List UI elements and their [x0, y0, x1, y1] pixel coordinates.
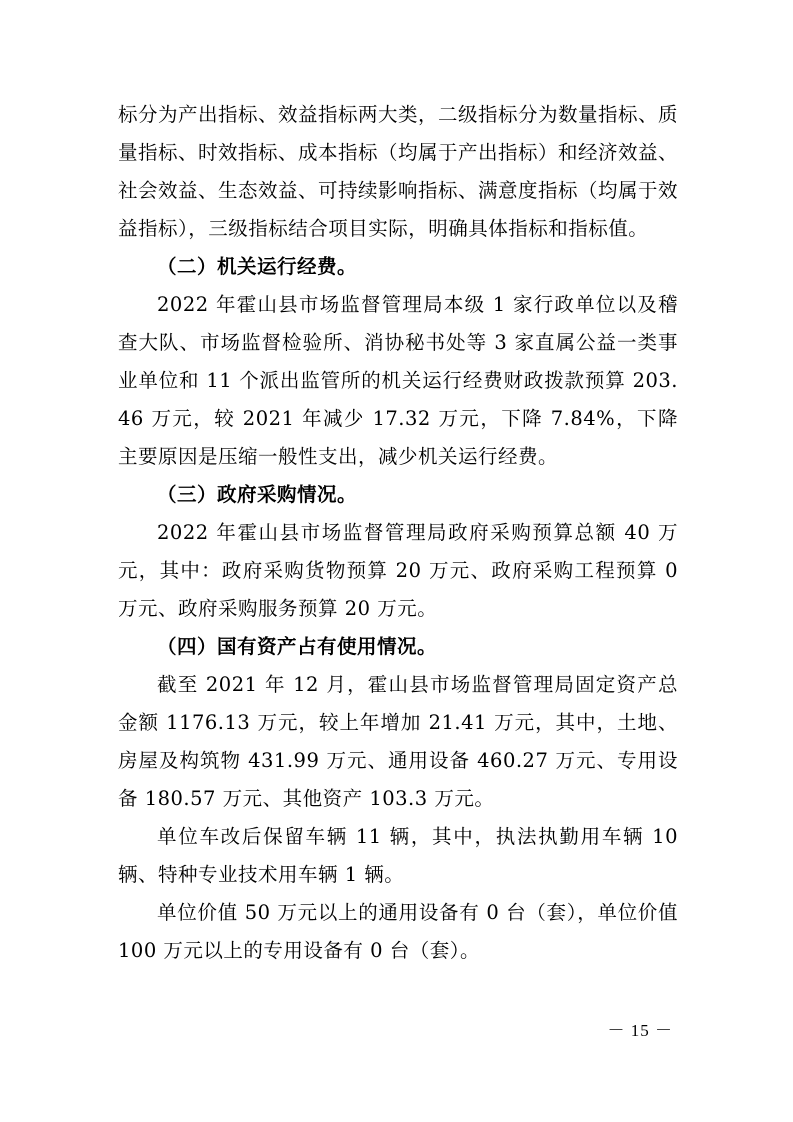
page-number: － 15 － — [607, 1021, 673, 1040]
paragraph-fixed-assets: 截至 2021 年 12 月，霍山县市场监督管理局固定资产总金额 1176.13 万元，较上年增加 21.41 万元，其中，土地、房屋及构筑物 431.99 万元、通用设备 460.27 万元、专用设备 180.57 万元、其他资产 103.3 万元。 — [118, 673, 678, 810]
heading-operating-expenses: （二）机关运行经费。 — [157, 255, 358, 278]
heading-state-assets: （四）国有资产占有使用情况。 — [157, 635, 438, 658]
paragraph-government-procurement: 2022 年霍山县市场监督管理局政府采购预算总额 40 万元，其中：政府采购货物预算 20 万元、政府采购工程预算 0 万元、政府采购服务预算 20 万元。 — [118, 521, 678, 620]
document-body — [118, 96, 678, 970]
heading-government-procurement: （三）政府采购情况。 — [157, 483, 358, 506]
paragraph-vehicles: 单位车改后保留车辆 11 辆，其中，执法执勤用车辆 10 辆、特种专业技术用车辆 1 辆。 — [118, 825, 678, 886]
paragraph-equipment: 单位价值 50 万元以上的通用设备有 0 台（套），单位价值 100 万元以上的专用设备有 0 台（套）。 — [118, 901, 678, 962]
paragraph-indicator-levels: 标分为产出指标、效益指标两大类，二级指标分为数量指标、质量指标、时效指标、成本指标（均属于产出指标）和经济效益、社会效益、生态效益、可持续影响指标、满意度指标（均属于效益指标），三级指标结合项目实际，明确具体指标和指标值。 — [118, 103, 679, 240]
paragraph-operating-expenses: 2022 年霍山县市场监督管理局本级 1 家行政单位以及稽查大队、市场监督检验所、消协秘书处等 3 家直属公益一类事业单位和 11 个派出监管所的机关运行经费财政拨款预算 203.46 万元，较 2021 年减少 17.32 万元，下降 7.84%，下降主要原因是压缩一般性支出，减少机关运行经费。 — [118, 293, 678, 468]
